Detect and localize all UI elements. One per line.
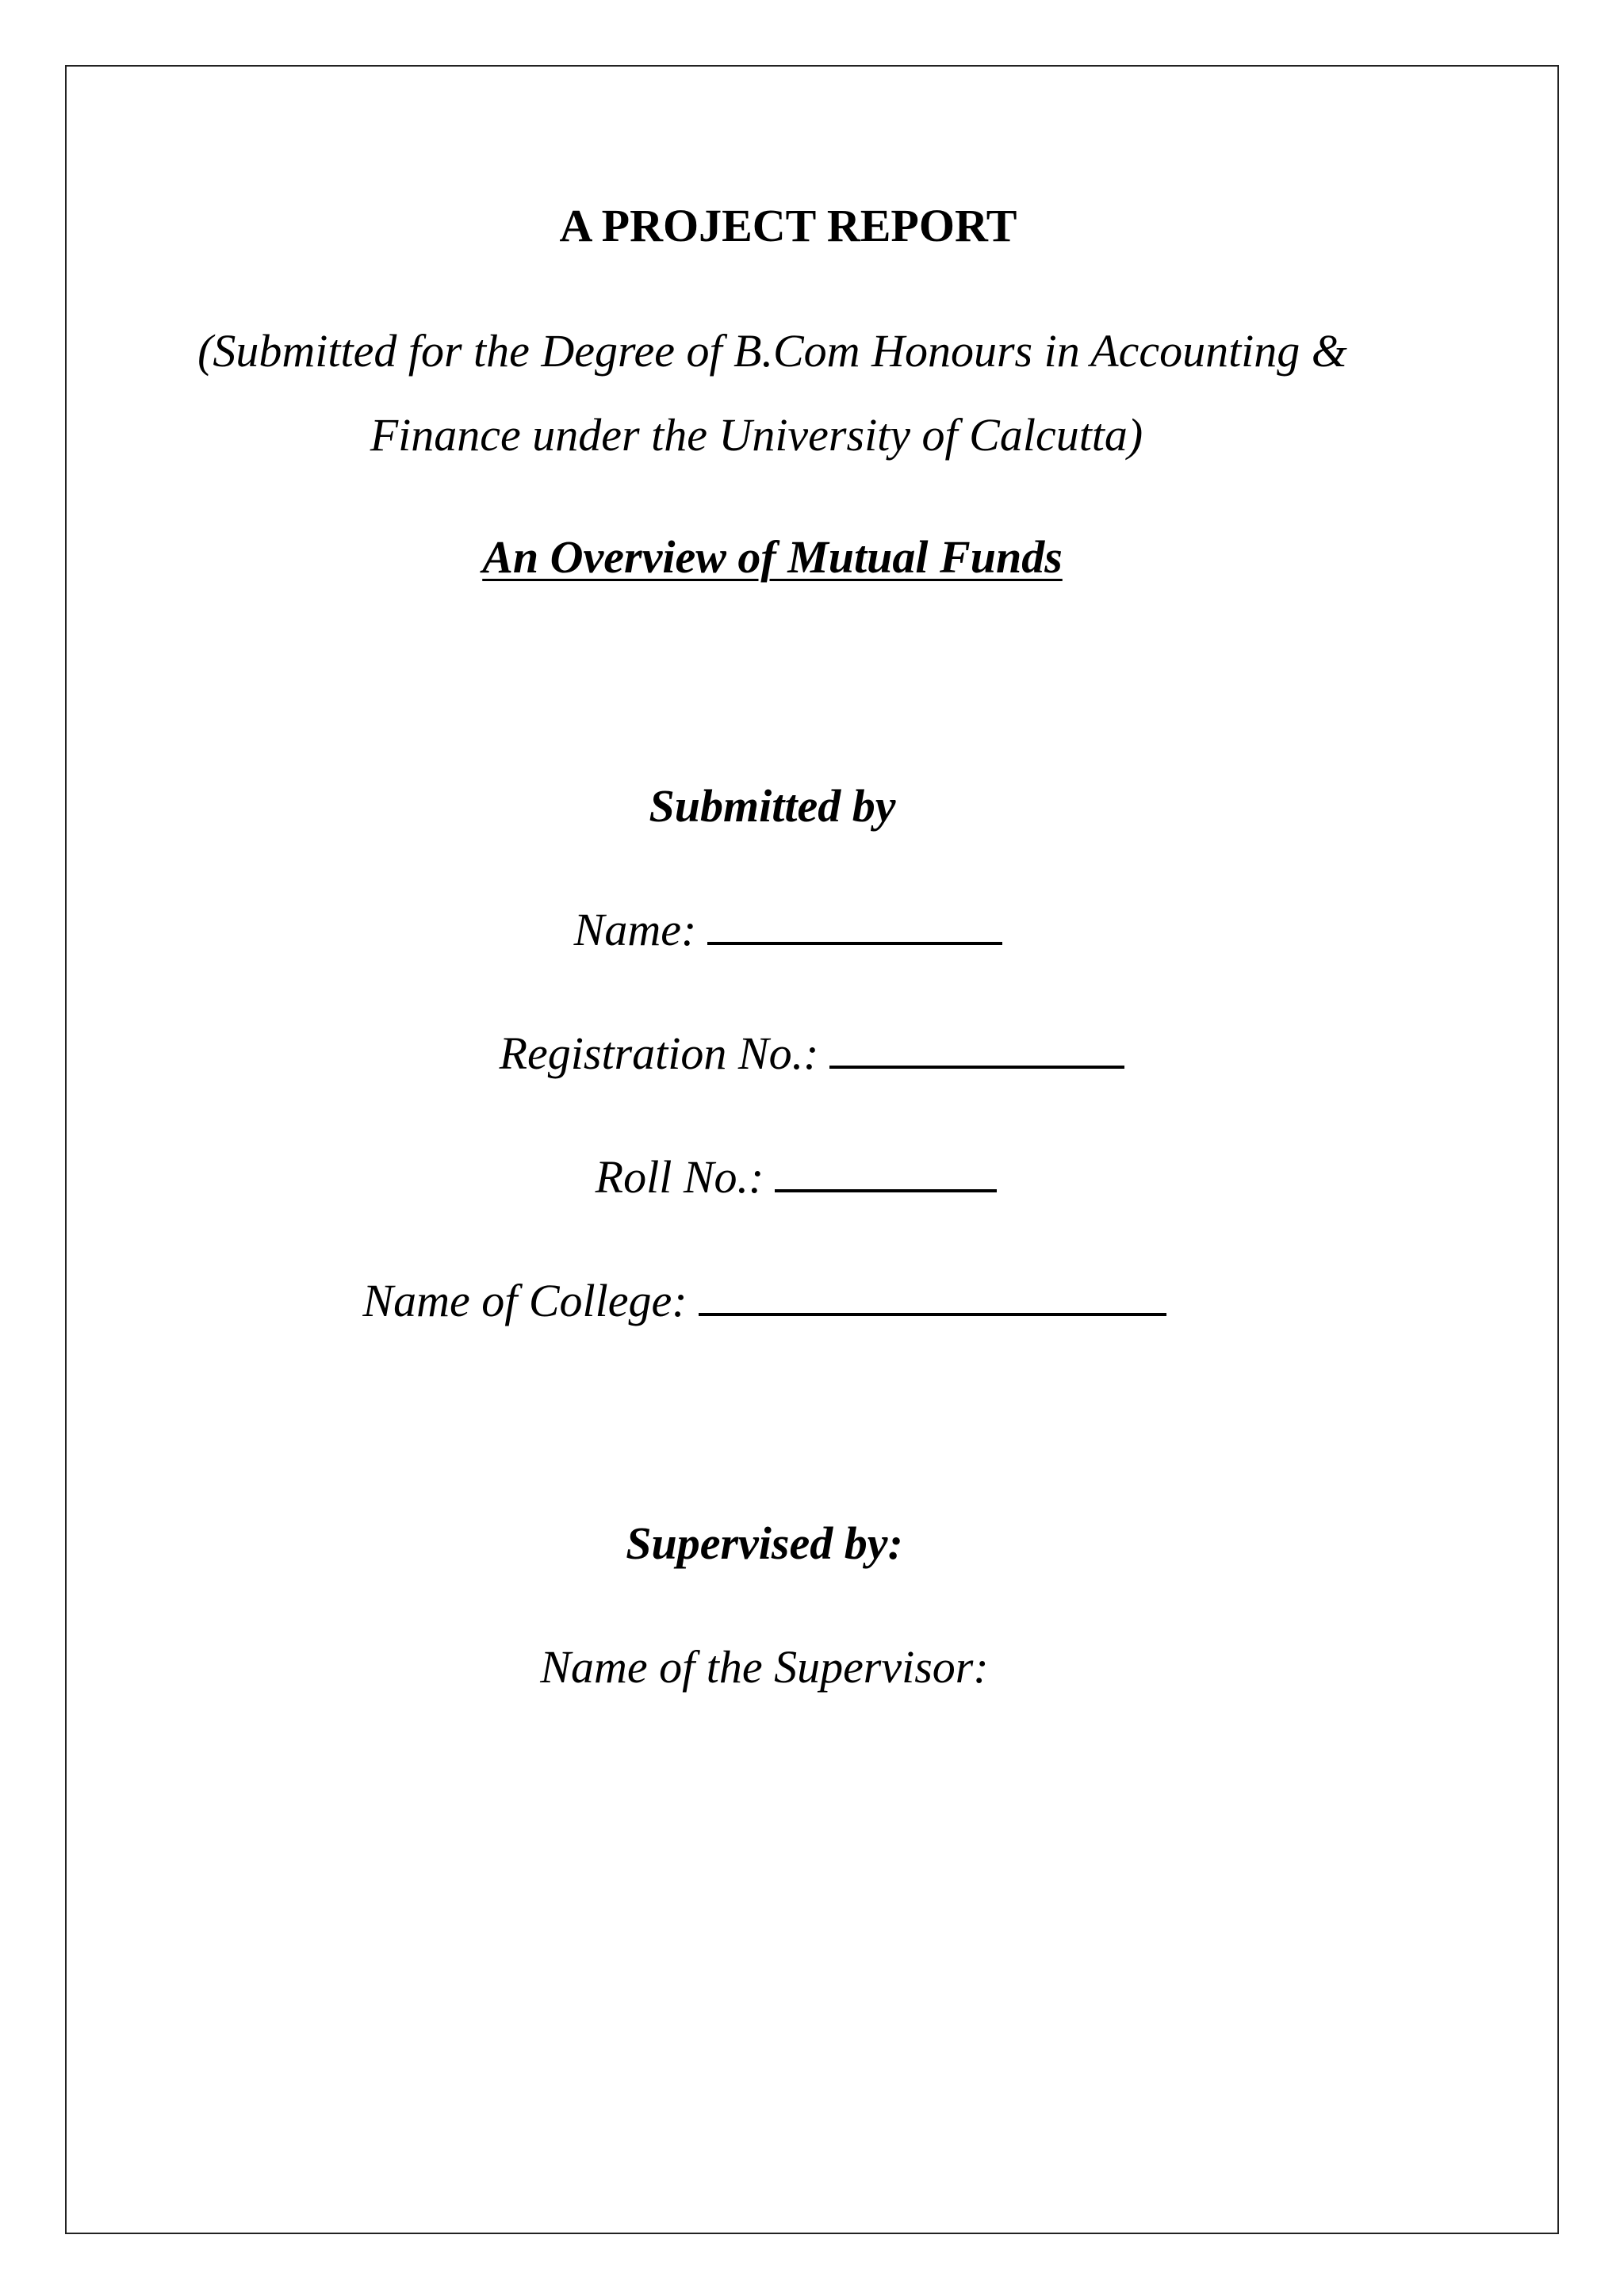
name-field — [0, 904, 1600, 955]
registration-field — [0, 1027, 1624, 1079]
supervised-by-heading: Supervised by: — [626, 1517, 903, 1569]
name-label: Name: — [573, 904, 697, 955]
roll-field — [0, 1151, 1608, 1203]
submission-statement-line-2: Finance under the University of Calcutta) — [370, 409, 1143, 461]
college-label: Name of College: — [362, 1275, 688, 1326]
page-border — [65, 65, 1559, 2234]
submission-statement-line-1: (Submitted for the Degree of B.Com Honours in Accounting & — [197, 325, 1347, 377]
supervisor-field — [0, 1641, 1576, 1693]
name-blank-line — [707, 910, 1002, 945]
roll-blank-line — [775, 1158, 997, 1192]
registration-blank-line — [829, 1034, 1124, 1069]
project-title: An Overview of Mutual Funds — [482, 531, 1063, 583]
college-field — [0, 1275, 1576, 1326]
supervisor-label: Name of the Supervisor: — [540, 1641, 989, 1693]
registration-label: Registration No.: — [499, 1027, 819, 1079]
college-blank-line — [699, 1281, 1166, 1316]
report-heading: A PROJECT REPORT — [559, 200, 1017, 251]
roll-label: Roll No.: — [595, 1151, 764, 1203]
submitted-by-heading: Submitted by — [649, 780, 896, 832]
